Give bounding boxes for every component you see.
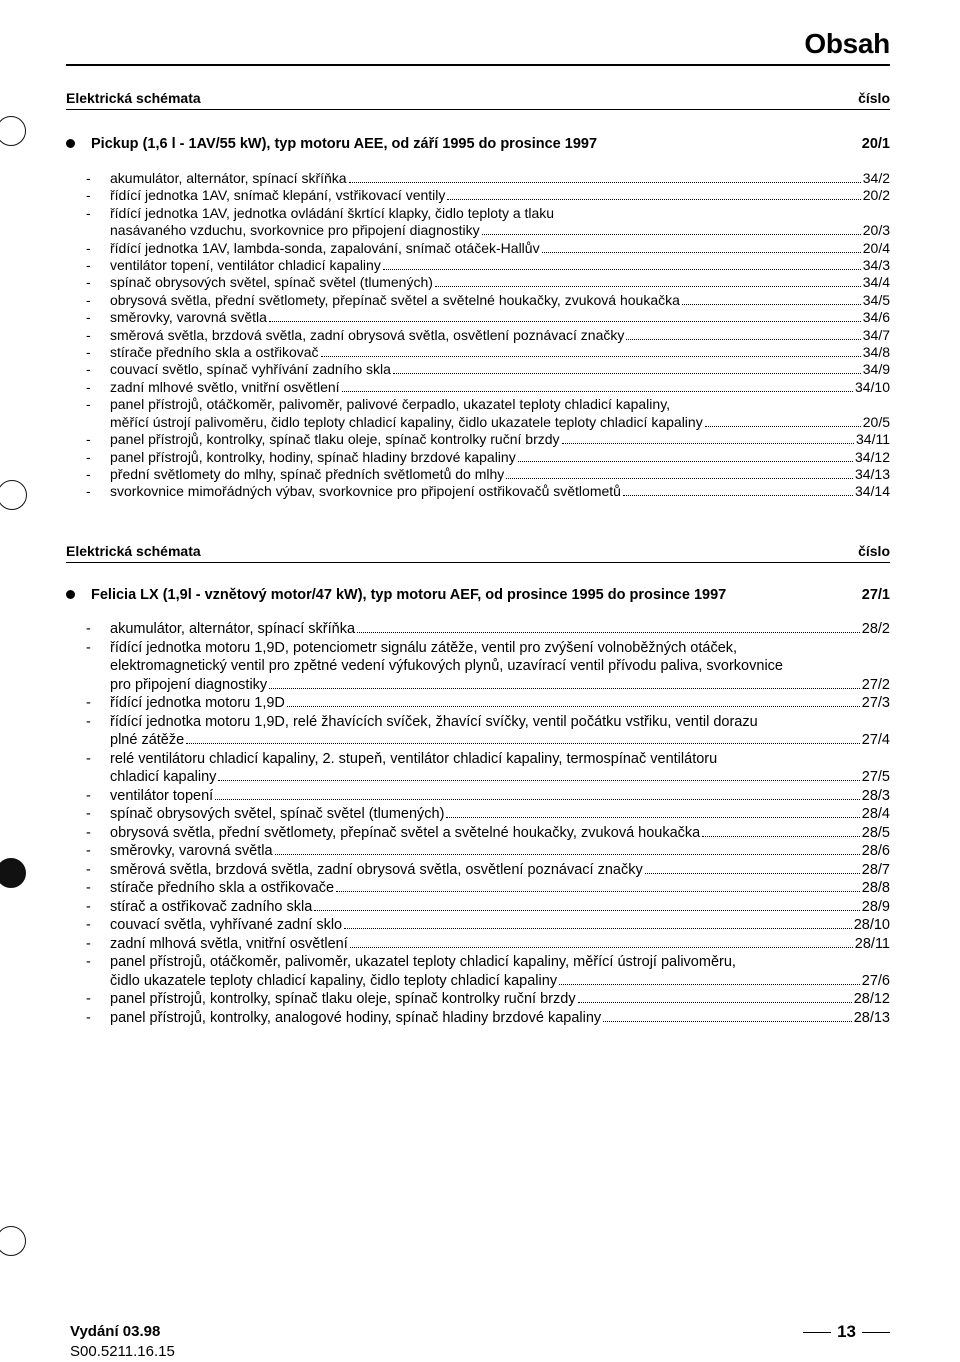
section-header-label: Elektrická schémata — [66, 90, 201, 106]
dot-leader — [447, 199, 860, 200]
dot-leader — [446, 817, 859, 818]
dot-leader — [603, 1021, 852, 1022]
entry-number: 20/3 — [862, 222, 890, 239]
entry-dash: - — [86, 204, 91, 221]
toc-entry — [86, 620, 890, 639]
entry-text: relé ventilátoru chladicí kapaliny, 2. stupeň, ventilátor chladicí kapaliny, termospínač ventilátoru — [110, 750, 718, 767]
entry-dash: - — [86, 291, 91, 308]
entry-text: panel přístrojů, kontrolky, spínač tlaku oleje, spínač kontrolky ruční brzdy — [110, 431, 560, 448]
toc-entry — [86, 916, 890, 935]
toc-entry — [86, 257, 890, 274]
entry-text: panel přístrojů, kontrolky, spínač tlaku oleje, spínač kontrolky ruční brzdy — [110, 991, 576, 1007]
entry-text: obrysová světla, přední světlomety, přepínač světel a světelné houkačky, zvuková houkačka — [110, 824, 701, 841]
toc-entry — [86, 240, 890, 257]
entry-text: přední světlomety do mlhy, spínač předních světlometů do mlhy — [110, 465, 505, 482]
entry-list — [86, 620, 890, 1027]
entry-number: 27/2 — [861, 676, 890, 693]
dot-leader — [626, 339, 860, 340]
toc-entry — [86, 824, 890, 843]
vehicle-number: 27/1 — [861, 587, 890, 603]
section-header-number-label: číslo — [858, 90, 890, 106]
dot-leader — [702, 836, 860, 837]
toc-entry — [86, 379, 890, 396]
entry-text: řídící jednotka 1AV, jednotka ovládání škrtící klapky, čidlo teploty a tlaku — [110, 204, 555, 221]
section-header — [66, 543, 890, 563]
page-number-rule — [803, 1332, 831, 1333]
entry-number: 34/3 — [862, 257, 890, 274]
entry-dash: - — [86, 954, 91, 970]
entry-text: panel přístrojů, otáčkoměr, palivoměr, ukazatel teploty chladicí kapaliny, měřící ústrojí palivoměru, — [110, 954, 736, 970]
section-header-number-label: číslo — [858, 543, 890, 559]
toc-entry — [86, 935, 890, 954]
entry-number: 27/6 — [861, 972, 890, 989]
entry-dash: - — [86, 326, 91, 343]
entry-number: 28/7 — [861, 861, 890, 878]
entry-dash: - — [86, 695, 91, 711]
vehicle-number: 20/1 — [861, 136, 890, 152]
toc-entry — [86, 170, 890, 187]
entry-text: řídící jednotka motoru 1,9D, relé žhavících svíček, žhavící svíčky, ventil počátku vstřiku, ventil dorazu — [110, 713, 758, 730]
toc-entry — [86, 292, 890, 309]
page-number-text: 13 — [837, 1322, 856, 1341]
toc-entry — [86, 842, 890, 861]
entry-number: 28/9 — [861, 898, 890, 915]
entry-number: 34/6 — [862, 309, 890, 326]
entry-number: 34/12 — [854, 448, 890, 465]
entry-dash: - — [86, 898, 91, 915]
punch-hole-icon — [0, 1226, 26, 1256]
entry-text: ventilátor topení, ventilátor chladicí kapaliny — [110, 257, 381, 274]
entry-dash: - — [86, 448, 91, 465]
toc-entry — [86, 483, 890, 500]
entry-number: 28/8 — [861, 880, 890, 896]
toc-entry — [86, 713, 890, 750]
dot-leader — [336, 891, 860, 892]
entry-number: 34/9 — [862, 361, 890, 378]
footer-left — [70, 1322, 175, 1362]
toc-entry — [86, 309, 890, 326]
entry-dash: - — [86, 713, 91, 730]
entry-number: 27/5 — [861, 769, 890, 785]
entry-list — [86, 170, 890, 501]
entry-number: 28/5 — [861, 824, 890, 841]
punch-hole-icon — [0, 480, 27, 510]
entry-number: 20/4 — [862, 239, 890, 256]
page-number — [803, 1322, 890, 1342]
bullet-icon — [66, 590, 75, 599]
toc-entry — [86, 879, 890, 898]
entry-number: 27/3 — [861, 695, 890, 711]
entry-text: elektromagnetický ventil pro zpětné vedení výfukových plynů, uzavírací ventil přívodu paliva, svorkovnice — [110, 658, 783, 674]
dot-leader — [578, 1002, 852, 1003]
dot-leader — [518, 461, 853, 462]
toc-entry — [86, 466, 890, 483]
dot-leader — [275, 854, 860, 855]
vehicle-title — [66, 136, 890, 152]
entry-dash: - — [86, 396, 91, 413]
entry-text: stírače předního skla a ostřikovače — [110, 880, 335, 896]
dot-leader — [435, 286, 861, 287]
dot-leader — [215, 799, 860, 800]
entry-text: akumulátor, alternátor, spínací skříňka — [110, 170, 347, 186]
entry-text: spínač obrysových světel, spínač světel (tlumených) — [110, 806, 445, 822]
entry-text: řídící jednotka motoru 1,9D — [110, 695, 285, 711]
document-code: S00.5211.16.15 — [70, 1343, 175, 1360]
entry-text: řídící jednotka motoru 1,9D, potenciometr signálu zátěže, ventil pro zvýšení volnoběžných otáček, — [110, 639, 738, 656]
toc-entry — [86, 750, 890, 787]
toc-entry — [86, 787, 890, 806]
entry-text: směrovky, varovná světla — [110, 843, 273, 859]
entry-dash: - — [86, 274, 91, 291]
section-header — [66, 90, 890, 110]
dot-leader — [506, 478, 853, 479]
dot-leader — [705, 426, 861, 427]
dot-leader — [349, 182, 861, 183]
entry-dash: - — [86, 187, 91, 204]
entry-text: ventilátor topení — [110, 787, 214, 804]
dot-leader — [218, 780, 859, 781]
entry-dash: - — [86, 621, 91, 637]
entry-number: 28/10 — [853, 917, 890, 933]
top-rule — [66, 64, 890, 66]
entry-text: směrová světla, brzdová světla, zadní obrysová světla, osvětlení poznávací značky — [110, 326, 625, 343]
dot-leader — [623, 495, 853, 496]
entry-text: couvací světla, vyhřívané zadní sklo — [110, 917, 343, 933]
toc-entry — [86, 431, 890, 448]
section-header-label: Elektrická schémata — [66, 543, 201, 559]
toc-entry — [86, 344, 890, 361]
entry-text: měřící ústrojí palivoměru, čidlo teploty chladicí kapaliny, čidlo ukazatele teploty chladicí kapaliny — [110, 413, 703, 430]
toc-entry — [86, 805, 890, 824]
entry-number: 28/4 — [861, 806, 890, 822]
toc-entry — [86, 449, 890, 466]
entry-dash: - — [86, 806, 91, 822]
entry-dash: - — [86, 483, 91, 500]
entry-text: nasávaného vzduchu, svorkovnice pro připojení diagnostiky — [110, 222, 480, 239]
entry-text: zadní mlhové světlo, vnitřní osvětlení — [110, 378, 340, 395]
entry-number: 34/7 — [862, 326, 890, 343]
entry-text: řídící jednotka 1AV, lambda-sonda, zapalování, snímač otáček-Hallův — [110, 239, 540, 256]
toc-entry — [86, 898, 890, 917]
entry-number: 34/5 — [862, 291, 890, 308]
entry-number: 28/12 — [853, 991, 890, 1007]
entry-text: panel přístrojů, otáčkoměr, palivoměr, palivové čerpadlo, ukazatel teploty chladicí kapaliny, — [110, 396, 671, 413]
dot-leader — [342, 391, 853, 392]
entry-dash: - — [86, 935, 91, 952]
dot-leader — [542, 252, 861, 253]
entry-dash: - — [86, 750, 91, 767]
entry-text: zadní mlhová světla, vnitřní osvětlení — [110, 935, 348, 952]
dot-leader — [269, 688, 860, 689]
entry-number: 34/2 — [862, 170, 890, 186]
entry-number: 20/5 — [862, 413, 890, 430]
entry-dash: - — [86, 344, 91, 361]
entry-dash: - — [86, 824, 91, 841]
entry-text: obrysová světla, přední světlomety, přepínač světel a světelné houkačky, zvuková houkačka — [110, 291, 680, 308]
bullet-icon — [66, 139, 75, 148]
dot-leader — [559, 984, 860, 985]
entry-text: svorkovnice mimořádných výbav, svorkovnice pro připojení ostřikovačů světlometů — [110, 483, 621, 500]
entry-text: čidlo ukazatele teploty chladicí kapaliny, čidlo teploty chladicí kapaliny — [110, 972, 558, 989]
edition-label: Vydání 03.98 — [70, 1323, 161, 1340]
entry-text: couvací světlo, spínač vyhřívání zadního skla — [110, 361, 391, 378]
entry-dash: - — [86, 843, 91, 859]
dot-leader — [314, 910, 859, 911]
entry-dash: - — [86, 880, 91, 896]
entry-dash: - — [86, 1009, 91, 1026]
dot-leader — [393, 373, 861, 374]
vehicle-title — [66, 587, 890, 603]
dot-leader — [186, 743, 860, 744]
punch-hole-icon — [0, 116, 26, 146]
dot-leader — [562, 443, 854, 444]
page-number-rule — [862, 1332, 890, 1333]
toc-entry — [86, 327, 890, 344]
dot-leader — [344, 928, 852, 929]
vehicle-title-text: Felicia LX (1,9l - vznětový motor/47 kW), typ motoru AEF, od prosince 1995 do prosince 1997 — [91, 587, 727, 603]
entry-number: 34/4 — [862, 274, 890, 291]
entry-number: 34/10 — [854, 378, 890, 395]
entry-text: akumulátor, alternátor, spínací skříňka — [110, 621, 356, 637]
toc-entry — [86, 694, 890, 713]
entry-number: 28/6 — [861, 843, 890, 859]
entry-dash: - — [86, 309, 91, 326]
toc-entry — [86, 361, 890, 378]
entry-number: 28/11 — [854, 935, 890, 952]
entry-dash: - — [86, 639, 91, 656]
entry-text: stírač a ostřikovač zadního skla — [110, 898, 313, 915]
page-title: Obsah — [804, 28, 890, 59]
toc-entry — [86, 1009, 890, 1028]
dot-leader — [682, 304, 861, 305]
toc-entry — [86, 990, 890, 1009]
entry-text: plné zátěže — [110, 732, 185, 748]
entry-text: panel přístrojů, kontrolky, analogové hodiny, spínač hladiny brzdové kapaliny — [110, 1009, 602, 1026]
entry-text: řídící jednotka 1AV, snímač klepání, vstřikovací ventily — [110, 187, 446, 204]
entry-dash: - — [86, 861, 91, 878]
entry-text: směrová světla, brzdová světla, zadní obrysová světla, osvětlení poznávací značky — [110, 861, 643, 878]
toc-entry — [86, 861, 890, 880]
toc-entry — [86, 187, 890, 204]
entry-dash: - — [86, 257, 91, 274]
dot-leader — [287, 706, 860, 707]
dot-leader — [321, 356, 861, 357]
entry-dash: - — [86, 991, 91, 1007]
entry-dash: - — [86, 917, 91, 933]
entry-text: spínač obrysových světel, spínač světel (tlumených) — [110, 274, 433, 291]
toc-entry — [86, 639, 890, 695]
entry-number: 28/2 — [861, 621, 890, 637]
toc-entry — [86, 274, 890, 291]
entry-text: panel přístrojů, kontrolky, hodiny, spínač hladiny brzdové kapaliny — [110, 448, 516, 465]
toc-entry — [86, 205, 890, 240]
entry-dash: - — [86, 465, 91, 482]
entry-dash: - — [86, 361, 91, 378]
entry-dash: - — [86, 170, 91, 186]
dot-leader — [350, 947, 853, 948]
entry-dash: - — [86, 787, 91, 804]
entry-number: 28/13 — [853, 1009, 890, 1026]
entry-dash: - — [86, 378, 91, 395]
dot-leader — [357, 632, 860, 633]
punch-hole-filled-icon — [0, 858, 26, 888]
entry-dash: - — [86, 431, 91, 448]
entry-number: 27/4 — [861, 732, 890, 748]
dot-leader — [645, 873, 860, 874]
entry-text: stírače předního skla a ostřikovač — [110, 344, 319, 361]
entry-dash: - — [86, 239, 91, 256]
entry-number: 34/11 — [856, 431, 890, 448]
entry-number: 20/2 — [862, 187, 890, 204]
entry-number: 34/13 — [854, 465, 890, 482]
dot-leader — [482, 234, 861, 235]
dot-leader — [269, 321, 861, 322]
entry-number: 34/8 — [862, 344, 890, 361]
entry-text: pro připojení diagnostiky — [110, 676, 268, 693]
dot-leader — [383, 269, 861, 270]
toc-entry — [86, 396, 890, 431]
entry-number: 34/14 — [854, 483, 890, 500]
entry-text: směrovky, varovná světla — [110, 309, 267, 326]
vehicle-title-text: Pickup (1,6 l - 1AV/55 kW), typ motoru AEE, od září 1995 do prosince 1997 — [91, 136, 598, 152]
toc-entry — [86, 953, 890, 990]
entry-text: chladicí kapaliny — [110, 769, 217, 785]
entry-number: 28/3 — [861, 787, 890, 804]
